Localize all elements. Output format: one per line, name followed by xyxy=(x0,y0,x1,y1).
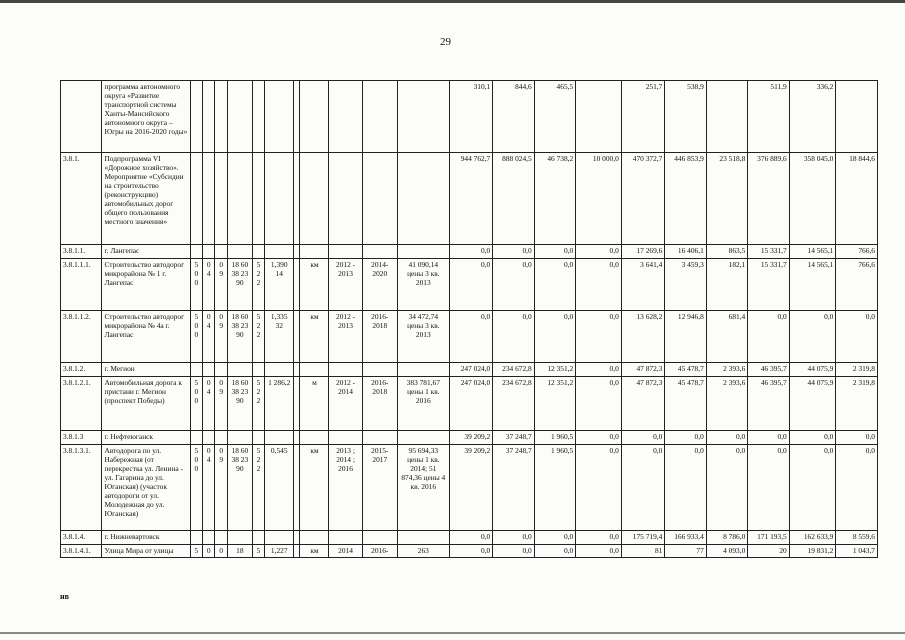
cell-code-1: 0 4 xyxy=(203,445,215,531)
cell-value-7: 0,0 xyxy=(748,445,789,531)
cell-value-8: 14 565,1 xyxy=(789,245,836,259)
cell-value-2: 0,0 xyxy=(534,259,575,311)
cell-value-1: 37 248,7 xyxy=(493,431,534,445)
cell-value-4: 3 641,4 xyxy=(621,259,665,311)
cell-value-0: 0,0 xyxy=(449,531,493,545)
cell-code-1: 0 4 xyxy=(203,377,215,431)
cell-code-3: 18 xyxy=(227,545,252,558)
cell-value-4: 17 269,6 xyxy=(621,245,665,259)
cell-value-5: 166 933,4 xyxy=(665,531,706,545)
cell-value-7: 20 xyxy=(748,545,789,558)
cell-value-8: 44 075,9 xyxy=(789,377,836,431)
cell-code-4: 5 2 2 xyxy=(252,259,264,311)
cell-price xyxy=(397,153,449,245)
cell-price: 95 694,33 цены 1 кв. 2014; 51 874,36 цены 4 кв. 2016 xyxy=(397,445,449,531)
cell-value-2: 0,0 xyxy=(534,531,575,545)
cell-unit: км xyxy=(300,259,329,311)
cell-id: 3.8.1. xyxy=(61,153,102,245)
cell-value-9: 1 043,7 xyxy=(836,545,878,558)
cell-code-1 xyxy=(203,81,215,153)
cell-value-5: 538,9 xyxy=(665,81,706,153)
cell-value-2: 1 960,5 xyxy=(534,431,575,445)
cell-unit: м xyxy=(300,377,329,431)
cell-name: Автодорога по ул. Набережная (от перекрестка ул. Ленина - ул. Гагарина до ул. Юганская) (участок автодороги от ул. Молодежная до ул. Юганская) xyxy=(102,445,190,531)
cell-value-6: 863,5 xyxy=(706,245,747,259)
cell-name: программа автономного округа «Развитие транспортной системы Ханты-Мансийского автономного округа – Югры на 2016-2020 годы» xyxy=(102,81,190,153)
cell-completion xyxy=(362,81,397,153)
cell-code-3 xyxy=(227,81,252,153)
cell-value-8: 162 633,9 xyxy=(789,531,836,545)
cell-code-2 xyxy=(215,153,227,245)
cell-code-3 xyxy=(227,531,252,545)
cell-period: 2012 - 2013 xyxy=(329,311,362,363)
cell-value-1: 234 672,8 xyxy=(493,363,534,377)
cell-code-3: 18 60 38 23 90 xyxy=(227,311,252,363)
table-row xyxy=(61,531,878,545)
cell-name: Строительство автодорог микрорайона № 4а г. Лангепас xyxy=(102,311,190,363)
cell-completion: 2016-2018 xyxy=(362,311,397,363)
cell-value-7: 171 193,5 xyxy=(748,531,789,545)
cell-code-2 xyxy=(215,431,227,445)
cell-value-4: 0,0 xyxy=(621,445,665,531)
cell-name: Подпрограмма VI «Дорожное хозяйство». Мероприятие «Субсидии на строительство (реконструкцию) автомобильных дорог общего пользования местного значения» xyxy=(102,153,190,245)
cell-code-2 xyxy=(215,245,227,259)
cell-code-1: 0 xyxy=(203,545,215,558)
cell-value-6: 8 786,0 xyxy=(706,531,747,545)
cell-value-3: 0,0 xyxy=(576,377,622,431)
cell-value-8: 0,0 xyxy=(789,445,836,531)
cell-price: 383 781,67 цены 1 кв. 2016 xyxy=(397,377,449,431)
cell-value-6: 2 393,6 xyxy=(706,377,747,431)
cell-id: 3.8.1.1. xyxy=(61,245,102,259)
cell-value-5: 446 853,9 xyxy=(665,153,706,245)
cell-code-4: 5 2 2 xyxy=(252,377,264,431)
cell-price xyxy=(397,431,449,445)
cell-code-5: 0,545 xyxy=(265,445,294,531)
cell-value-1: 0,0 xyxy=(493,545,534,558)
cell-code-5 xyxy=(265,81,294,153)
cell-code-1 xyxy=(203,363,215,377)
cell-name: Строительство автодорог микрорайона № 1 г. Лангепас xyxy=(102,259,190,311)
cell-value-7: 376 889,6 xyxy=(748,153,789,245)
cell-value-4: 81 xyxy=(621,545,665,558)
cell-value-2: 465,5 xyxy=(534,81,575,153)
cell-completion xyxy=(362,153,397,245)
cell-unit xyxy=(300,531,329,545)
cell-completion: 2016- xyxy=(362,545,397,558)
cell-id: 3.8.1.4.1. xyxy=(61,545,102,558)
cell-period: 2014 xyxy=(329,545,362,558)
cell-value-0: 247 024,0 xyxy=(449,363,493,377)
cell-value-1: 888 024,5 xyxy=(493,153,534,245)
cell-value-6: 4 093,0 xyxy=(706,545,747,558)
cell-value-6: 182,1 xyxy=(706,259,747,311)
cell-code-3 xyxy=(227,245,252,259)
cell-period xyxy=(329,431,362,445)
cell-unit: км xyxy=(300,311,329,363)
table-row xyxy=(61,363,878,377)
cell-id xyxy=(61,81,102,153)
cell-code-0 xyxy=(190,531,202,545)
cell-value-1: 0,0 xyxy=(493,259,534,311)
cell-code-4 xyxy=(252,81,264,153)
cell-completion xyxy=(362,531,397,545)
cell-code-5: 1,227 xyxy=(265,545,294,558)
cell-code-2 xyxy=(215,531,227,545)
cell-unit: км xyxy=(300,445,329,531)
cell-completion xyxy=(362,431,397,445)
cell-code-2: 0 xyxy=(215,545,227,558)
cell-code-0 xyxy=(190,363,202,377)
cell-value-1: 0,0 xyxy=(493,245,534,259)
cell-code-1 xyxy=(203,431,215,445)
cell-value-8: 19 831,2 xyxy=(789,545,836,558)
cell-value-1: 0,0 xyxy=(493,531,534,545)
cell-id: 3.8.1.4. xyxy=(61,531,102,545)
cell-value-5: 77 xyxy=(665,545,706,558)
cell-code-5: 1,335 32 xyxy=(265,311,294,363)
cell-value-0: 39 209,2 xyxy=(449,445,493,531)
cell-value-6 xyxy=(706,81,747,153)
cell-code-4: 5 2 2 xyxy=(252,311,264,363)
cell-value-1: 844,6 xyxy=(493,81,534,153)
cell-unit xyxy=(300,81,329,153)
cell-code-1: 0 4 xyxy=(203,259,215,311)
cell-value-8: 44 075,9 xyxy=(789,363,836,377)
cell-price xyxy=(397,531,449,545)
cell-value-6: 2 393,6 xyxy=(706,363,747,377)
cell-value-8: 336,2 xyxy=(789,81,836,153)
cell-code-3: 18 60 38 23 90 xyxy=(227,377,252,431)
table-row xyxy=(61,545,878,558)
cell-code-1 xyxy=(203,531,215,545)
cell-value-3: 0,0 xyxy=(576,531,622,545)
cell-value-2: 12 351,2 xyxy=(534,377,575,431)
cell-value-9: 2 319,8 xyxy=(836,363,878,377)
cell-value-3: 0,0 xyxy=(576,259,622,311)
cell-value-9: 0,0 xyxy=(836,431,878,445)
cell-price xyxy=(397,245,449,259)
cell-value-9: 0,0 xyxy=(836,311,878,363)
cell-code-1 xyxy=(203,245,215,259)
cell-code-0 xyxy=(190,81,202,153)
cell-value-0: 0,0 xyxy=(449,545,493,558)
cell-value-8: 358 045,0 xyxy=(789,153,836,245)
cell-value-8: 0,0 xyxy=(789,311,836,363)
cell-value-7: 15 331,7 xyxy=(748,259,789,311)
cell-code-0 xyxy=(190,431,202,445)
cell-name: г. Нижневартовск xyxy=(102,531,190,545)
cell-code-0: 5 0 0 xyxy=(190,377,202,431)
cell-period xyxy=(329,153,362,245)
cell-id: 3.8.1.1.1. xyxy=(61,259,102,311)
cell-value-2: 1 960,5 xyxy=(534,445,575,531)
cell-value-0: 247 024,0 xyxy=(449,377,493,431)
cell-unit xyxy=(300,153,329,245)
cell-value-3: 0,0 xyxy=(576,445,622,531)
scan-bottom-edge xyxy=(0,632,905,634)
cell-value-2: 12 351,2 xyxy=(534,363,575,377)
cell-price xyxy=(397,363,449,377)
cell-code-3 xyxy=(227,431,252,445)
cell-value-4: 175 719,4 xyxy=(621,531,665,545)
cell-value-2: 0,0 xyxy=(534,545,575,558)
cell-code-1 xyxy=(203,153,215,245)
cell-code-0 xyxy=(190,153,202,245)
cell-value-5: 16 406,1 xyxy=(665,245,706,259)
cell-value-7: 15 331,7 xyxy=(748,245,789,259)
cell-code-5 xyxy=(265,153,294,245)
cell-name: Автомобильная дорога к пристани г. Мегион (проспект Победы) xyxy=(102,377,190,431)
table-row xyxy=(61,259,878,311)
cell-completion xyxy=(362,363,397,377)
cell-period xyxy=(329,245,362,259)
cell-code-0 xyxy=(190,245,202,259)
cell-id: 3.8.1.3.1. xyxy=(61,445,102,531)
cell-code-5 xyxy=(265,245,294,259)
cell-value-0: 310,1 xyxy=(449,81,493,153)
cell-code-4 xyxy=(252,363,264,377)
table-row xyxy=(61,153,878,245)
cell-price: 263 xyxy=(397,545,449,558)
cell-code-2: 0 9 xyxy=(215,259,227,311)
cell-value-0: 0,0 xyxy=(449,245,493,259)
cell-value-6: 23 518,8 xyxy=(706,153,747,245)
cell-value-1: 37 248,7 xyxy=(493,445,534,531)
table-body xyxy=(61,81,878,558)
cell-unit xyxy=(300,431,329,445)
cell-value-4: 251,7 xyxy=(621,81,665,153)
cell-value-2: 46 738,2 xyxy=(534,153,575,245)
cell-code-3 xyxy=(227,153,252,245)
cell-value-0: 0,0 xyxy=(449,259,493,311)
cell-id: 3.8.1.3 xyxy=(61,431,102,445)
cell-value-9: 0,0 xyxy=(836,445,878,531)
cell-code-2: 0 9 xyxy=(215,445,227,531)
cell-value-1: 0,0 xyxy=(493,311,534,363)
cell-code-0: 5 xyxy=(190,545,202,558)
cell-name: г. Лангепас xyxy=(102,245,190,259)
cell-value-6: 0,0 xyxy=(706,431,747,445)
cell-id: 3.8.1.1.2. xyxy=(61,311,102,363)
cell-value-7: 0,0 xyxy=(748,431,789,445)
cell-code-4: 5 xyxy=(252,545,264,558)
cell-value-0: 0,0 xyxy=(449,311,493,363)
cell-name: г. Нефтеюганск xyxy=(102,431,190,445)
cell-value-9: 766,6 xyxy=(836,245,878,259)
cell-completion xyxy=(362,245,397,259)
scan-top-edge xyxy=(0,0,905,3)
cell-code-1: 0 4 xyxy=(203,311,215,363)
table-row xyxy=(61,81,878,153)
cell-period: 2013 ; 2014 ; 2016 xyxy=(329,445,362,531)
cell-value-3 xyxy=(576,81,622,153)
cell-price: 41 090,14 цены 3 кв. 2013 xyxy=(397,259,449,311)
table-row xyxy=(61,431,878,445)
cell-value-5: 45 478,7 xyxy=(665,363,706,377)
cell-code-2: 0 9 xyxy=(215,377,227,431)
cell-price xyxy=(397,81,449,153)
cell-code-2 xyxy=(215,81,227,153)
cell-value-3: 0,0 xyxy=(576,245,622,259)
cell-period: 2012 - 2013 xyxy=(329,259,362,311)
cell-value-2: 0,0 xyxy=(534,245,575,259)
cell-name: г. Мегион xyxy=(102,363,190,377)
cell-unit xyxy=(300,245,329,259)
cell-value-0: 944 762,7 xyxy=(449,153,493,245)
cell-value-0: 39 209,2 xyxy=(449,431,493,445)
cell-code-4 xyxy=(252,531,264,545)
cell-value-4: 47 872,3 xyxy=(621,377,665,431)
cell-value-4: 47 872,3 xyxy=(621,363,665,377)
cell-unit: км xyxy=(300,545,329,558)
cell-id: 3.8.1.2. xyxy=(61,363,102,377)
cell-code-5 xyxy=(265,531,294,545)
page-number: 29 xyxy=(440,36,451,48)
cell-value-3: 0,0 xyxy=(576,545,622,558)
cell-value-9: 766,6 xyxy=(836,259,878,311)
cell-code-5 xyxy=(265,363,294,377)
cell-value-5: 45 478,7 xyxy=(665,377,706,431)
cell-value-9: 18 844,6 xyxy=(836,153,878,245)
cell-value-7: 46 395,7 xyxy=(748,377,789,431)
cell-value-7: 0,0 xyxy=(748,311,789,363)
cell-value-3: 0,0 xyxy=(576,431,622,445)
cell-completion: 2014-2020 xyxy=(362,259,397,311)
cell-value-6: 681,4 xyxy=(706,311,747,363)
cell-value-5: 3 459,3 xyxy=(665,259,706,311)
cell-value-3: 10 000,0 xyxy=(576,153,622,245)
cell-value-4: 0,0 xyxy=(621,431,665,445)
cell-code-3: 18 60 38 23 90 xyxy=(227,445,252,531)
cell-code-5: 1 286,2 xyxy=(265,377,294,431)
cell-value-6: 0,0 xyxy=(706,445,747,531)
cell-value-1: 234 672,8 xyxy=(493,377,534,431)
cell-value-9 xyxy=(836,81,878,153)
cell-code-5: 1,390 14 xyxy=(265,259,294,311)
cell-code-0: 5 0 0 xyxy=(190,259,202,311)
cell-value-7: 46 395,7 xyxy=(748,363,789,377)
cell-code-3: 18 60 38 23 90 xyxy=(227,259,252,311)
cell-value-3: 0,0 xyxy=(576,311,622,363)
cell-completion: 2015-2017 xyxy=(362,445,397,531)
cell-code-4: 5 2 2 xyxy=(252,445,264,531)
cell-code-5 xyxy=(265,431,294,445)
cell-period xyxy=(329,81,362,153)
cell-value-5: 12 946,8 xyxy=(665,311,706,363)
cell-code-0: 5 0 0 xyxy=(190,445,202,531)
cell-period: 2012 - 2014 xyxy=(329,377,362,431)
table-row xyxy=(61,245,878,259)
cell-price: 34 472,74 цены 3 кв. 2013 xyxy=(397,311,449,363)
footer-mark: нв xyxy=(60,592,69,601)
cell-name: Улица Мира от улицы xyxy=(102,545,190,558)
cell-code-4 xyxy=(252,245,264,259)
cell-completion: 2016-2018 xyxy=(362,377,397,431)
cell-code-4 xyxy=(252,153,264,245)
cell-id: 3.8.1.2.1. xyxy=(61,377,102,431)
budget-table xyxy=(60,80,878,558)
cell-value-4: 470 372,7 xyxy=(621,153,665,245)
table-row xyxy=(61,445,878,531)
table-row xyxy=(61,377,878,431)
cell-value-2: 0,0 xyxy=(534,311,575,363)
cell-value-7: 511,9 xyxy=(748,81,789,153)
table-row xyxy=(61,311,878,363)
cell-value-8: 14 565,1 xyxy=(789,259,836,311)
cell-value-4: 13 628,2 xyxy=(621,311,665,363)
cell-value-5: 0,0 xyxy=(665,431,706,445)
cell-code-3 xyxy=(227,363,252,377)
cell-unit xyxy=(300,363,329,377)
cell-value-9: 2 319,8 xyxy=(836,377,878,431)
cell-period xyxy=(329,363,362,377)
cell-value-9: 8 559,6 xyxy=(836,531,878,545)
cell-period xyxy=(329,531,362,545)
cell-code-0: 5 0 0 xyxy=(190,311,202,363)
cell-value-8: 0,0 xyxy=(789,431,836,445)
cell-code-2 xyxy=(215,363,227,377)
cell-code-4 xyxy=(252,431,264,445)
cell-value-5: 0,0 xyxy=(665,445,706,531)
cell-code-2: 0 9 xyxy=(215,311,227,363)
cell-value-3: 0,0 xyxy=(576,363,622,377)
